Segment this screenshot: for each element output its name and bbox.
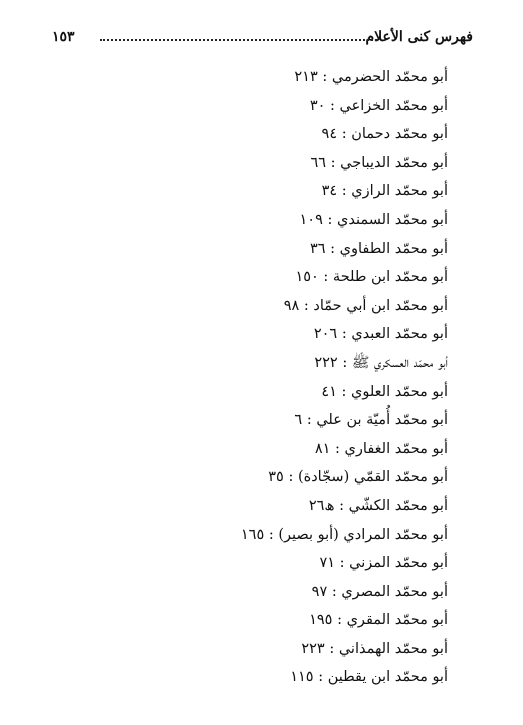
index-entry: أبو محمّد الديباجي : ٦٦ bbox=[310, 154, 448, 171]
index-entry: أبو محمّد الخزاعي : ٣٠ bbox=[309, 97, 448, 114]
index-entry: أبو محمّد ابن أبي حمّاد : ٩٨ bbox=[283, 297, 448, 314]
index-entry: أبو محمّد الهمذاني : ٢٢٣ bbox=[301, 640, 448, 657]
index-entry: أبو محمّد أُميّة بن علي : ٦ bbox=[294, 412, 448, 429]
index-entry: أبو محمّد الكشّي : ھ٢٦ bbox=[308, 497, 448, 514]
index-entry: أبو محمّد العلوي : ٤١ bbox=[321, 383, 448, 400]
index-entry: أبو محمّد القمّي (سجّادة) : ٣٥ bbox=[268, 469, 448, 486]
index-entry: أبو محمّد العبدي : ٢٠٦ bbox=[313, 326, 448, 343]
running-title: فهرس كنى الأعلام bbox=[365, 29, 473, 45]
index-entry: أبو محمّد المقري : ١٩٥ bbox=[309, 612, 448, 629]
index-entry: أبو محمّد الرازي : ٣٤ bbox=[321, 183, 448, 200]
index-entry: أبو محمّد دحمان : ٩٤ bbox=[321, 126, 448, 143]
index-entry: أبو محمّد المرادي (أبو بصير) : ١٦٥ bbox=[240, 526, 448, 543]
index-entry: أبو محمّد ابن طلحة : ١٥٠ bbox=[295, 269, 448, 286]
page-header bbox=[52, 27, 473, 49]
index-entry: أبو محمّد الحضرمي : ٢١٣ bbox=[294, 69, 448, 85]
index-entry: أبو محمّد الغفاري : ٨١ bbox=[314, 440, 448, 457]
page-number: ١٥٣ bbox=[52, 29, 75, 45]
index-entry: أبو محمّد ابن يقطين : ١١٥ bbox=[290, 669, 448, 686]
dotted-leader bbox=[100, 39, 377, 41]
index-entry: أبو محمّد الطفاوي : ٣٦ bbox=[309, 240, 448, 257]
index-entry: أبو محمّد المصري : ٩٧ bbox=[311, 583, 448, 600]
index-entry: أبو محمّد العسكري ﷺ : ٢٢٢ bbox=[314, 354, 448, 371]
index-entry: أبو محمّد المزني : ٧١ bbox=[319, 555, 448, 572]
index-entry: أبو محمّد السمندي : ١٠٩ bbox=[299, 211, 448, 228]
index-entry-list bbox=[148, 63, 448, 692]
